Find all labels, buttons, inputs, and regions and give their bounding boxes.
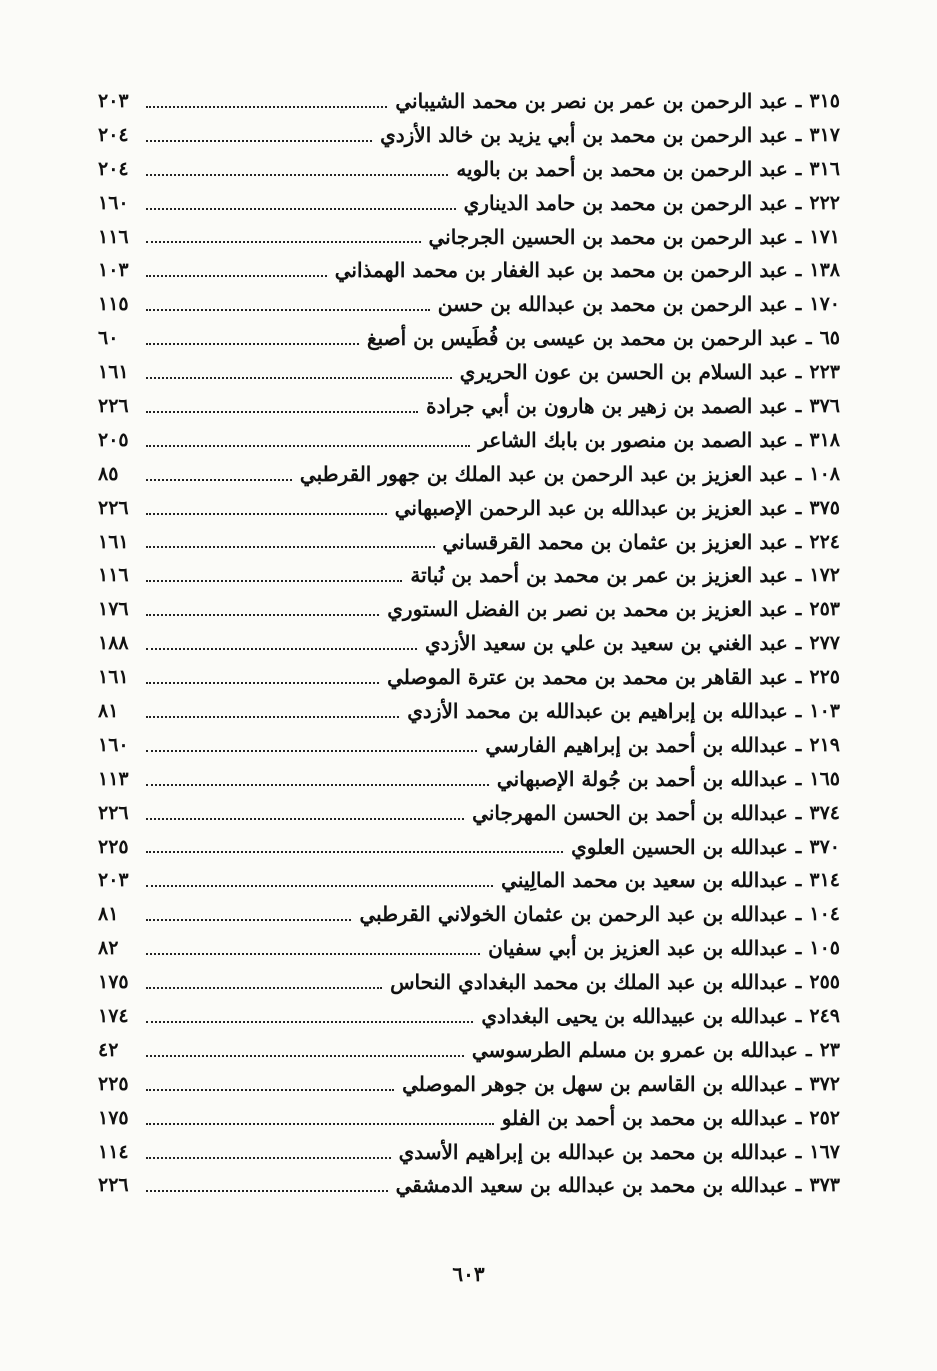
entry-number: ٢٥٥ [809,971,840,994]
entry-name: عبدالله بن عبيدالله بن يحيى البغدادي [481,1003,788,1028]
dotted-leader [146,1156,391,1159]
dotted-leader [146,376,452,379]
entry-separator: ـ [795,699,802,722]
dotted-leader [146,139,372,142]
entry-name: عبد السلام بن الحسن بن عون الحريري [459,360,788,385]
dotted-leader [146,207,456,210]
entry-page-number: ١٦١ [98,666,129,689]
dotted-leader [146,986,382,989]
entry-number: ٣١٦ [809,157,840,180]
entry-number: ٢٢٢ [809,191,840,214]
entry-name: عبد القاهر بن محمد بن محمد بن عترة الموصلي [387,665,788,690]
entry-name: عبد العزيز بن عثمان بن محمد القرقساني [442,529,788,554]
entry-separator: ـ [795,225,802,248]
entry-separator: ـ [795,598,802,621]
entry-page-number: ١١٥ [98,293,129,316]
entry-name: عبد الرحمن بن محمد بن عيسى بن فُطَيس بن أصبغ [366,326,798,351]
dotted-leader [146,1054,464,1057]
entry-page-number: ١٧٥ [98,971,129,994]
entry-number: ٢١٩ [809,733,840,756]
dotted-leader [146,1122,494,1125]
entry-separator: ـ [795,937,802,960]
entry-number: ٣١٥ [809,89,840,112]
entry-separator: ـ [795,1174,802,1197]
dotted-leader [146,613,379,616]
index-entry [98,287,840,321]
entry-name: عبد العزيز بن محمد بن نصر بن الفضل الستوري [387,597,788,622]
index-entries-list [98,84,840,1202]
entry-number: ٣٧٤ [809,801,840,824]
entry-name: عبدالله بن محمد بن عبدالله بن سعيد الدمشقي [395,1173,788,1198]
entry-name: عبدالله بن محمد بن عبدالله بن إبراهيم الأسدي [398,1139,788,1164]
entry-page-number: ٢٠٣ [98,869,129,892]
entry-name: عبد الرحمن بن محمد بن أحمد بن بالويه [456,156,788,181]
dotted-leader [146,545,435,548]
index-entry [98,931,840,965]
index-entry [98,525,840,559]
entry-name: عبد الرحمن بن محمد بن حامد الديناري [463,190,788,215]
index-entry [98,1135,840,1169]
entry-separator: ـ [795,89,802,112]
entry-separator: ـ [795,971,802,994]
entry-number: ٣٧٠ [809,835,840,858]
dotted-leader [146,918,351,921]
entry-number: ٢٥٢ [809,1106,840,1129]
page-number: ٦٠٣ [452,1262,485,1286]
entry-number: ٢٧٧ [809,632,840,655]
entry-number: ١٧١ [809,225,840,248]
entry-separator: ـ [795,462,802,485]
entry-page-number: ٢٠٣ [98,89,129,112]
entry-separator: ـ [795,1072,802,1095]
entry-page-number: ١١٦ [98,564,129,587]
entry-number: ٢٣ [819,1038,840,1061]
dotted-leader [146,681,379,684]
entry-number: ١٠٤ [809,903,840,926]
entry-name: عبدالله بن أحمد بن الحسن المهرجاني [472,800,788,825]
entry-page-number: ٢٢٦ [98,394,129,417]
index-entry [98,558,840,592]
dotted-leader [146,478,292,481]
dotted-leader [146,884,493,887]
index-entry [98,1067,840,1101]
entry-separator: ـ [795,428,802,451]
index-entry [98,423,840,457]
dotted-leader [146,1020,473,1023]
index-entry [98,152,840,186]
entry-page-number: ١٧٤ [98,1004,129,1027]
entry-page-number: ١١٣ [98,767,129,790]
entry-separator: ـ [795,191,802,214]
index-entry [98,1033,840,1067]
entry-name: عبدالله بن عمرو بن مسلم الطرسوسي [471,1037,798,1062]
entry-number: ١٠٨ [809,462,840,485]
entry-name: عبدالله بن القاسم بن سهل بن جوهر الموصلي [402,1071,788,1096]
entry-number: ٣١٨ [809,428,840,451]
entry-name: عبد الرحمن بن محمد بن الحسين الجرجاني [428,224,788,249]
index-entry [98,84,840,118]
entry-page-number: ٢٠٤ [98,157,129,180]
entry-page-number: ١٧٦ [98,598,129,621]
entry-separator: ـ [795,259,802,282]
entry-page-number: ١١٤ [98,1140,129,1163]
entry-name: عبدالله بن عبد العزيز بن أبي سفيان [488,936,788,961]
entry-number: ٣٧٣ [809,1174,840,1197]
dotted-leader [146,647,417,650]
index-entry [98,491,840,525]
index-entry [98,999,840,1033]
entry-page-number: ٢٠٤ [98,123,129,146]
dotted-leader [146,240,421,243]
entry-separator: ـ [795,666,802,689]
entry-name: عبدالله بن الحسين العلوي [571,834,788,859]
index-entry [98,220,840,254]
entry-separator: ـ [795,123,802,146]
entry-number: ٦٥ [819,327,840,350]
entry-separator: ـ [795,869,802,892]
entry-name: عبد الرحمن بن عمر بن نصر بن محمد الشيباني [395,88,788,113]
entry-name: عبد الصمد بن منصور بن بابك الشاعر [478,427,788,452]
dotted-leader [146,512,387,515]
entry-separator: ـ [795,496,802,519]
entry-number: ١٣٨ [809,259,840,282]
entry-separator: ـ [795,1004,802,1027]
entry-separator: ـ [795,903,802,926]
index-entry [98,762,840,796]
index-entry [98,626,840,660]
entry-page-number: ٢٢٦ [98,496,129,519]
entry-page-number: ١٦٠ [98,191,129,214]
entry-separator: ـ [795,564,802,587]
entry-separator: ـ [795,733,802,756]
entry-separator: ـ [795,394,802,417]
entry-number: ١٠٣ [809,699,840,722]
dotted-leader [146,308,430,311]
entry-page-number: ٢٢٥ [98,835,129,858]
entry-separator: ـ [795,801,802,824]
entry-page-number: ٤٢ [98,1038,119,1061]
entry-number: ٢٢٣ [809,361,840,384]
entry-name: عبدالله بن عبد الملك بن محمد البغدادي النحاس [390,970,788,995]
entry-separator: ـ [795,530,802,553]
entry-page-number: ١٠٣ [98,259,129,282]
dotted-leader [146,173,448,176]
entry-name: عبد العزيز بن عمر بن محمد بن أحمد بن نُباتة [410,563,788,588]
entry-name: عبد الصمد بن زهير بن هارون بن أبي جرادة [426,393,788,418]
index-entry [98,965,840,999]
entry-number: ٢٤٩ [809,1004,840,1027]
entry-page-number: ٢٠٥ [98,428,129,451]
index-entry [98,897,840,931]
entry-separator: ـ [795,361,802,384]
entry-number: ٢٢٥ [809,666,840,689]
index-entry [98,660,840,694]
index-entry [98,355,840,389]
entry-name: عبد الرحمن بن محمد بن أبي يزيد بن خالد الأزدي [380,122,788,147]
entry-page-number: ١٦١ [98,530,129,553]
index-entry [98,1101,840,1135]
index-entry [98,321,840,355]
entry-page-number: ١٦٠ [98,733,129,756]
entry-name: عبدالله بن سعيد بن محمد المالِيني [501,868,788,893]
entry-separator: ـ [795,632,802,655]
entry-separator: ـ [806,327,812,350]
entry-number: ٣٧٦ [809,394,840,417]
dotted-leader [146,817,464,820]
dotted-leader [146,274,327,277]
index-entry [98,186,840,220]
entry-page-number: ٢٢٦ [98,1174,129,1197]
dotted-leader [146,850,563,853]
entry-number: ٣٧٢ [809,1072,840,1095]
dotted-leader [146,342,359,345]
entry-number: ٢٥٣ [809,598,840,621]
dotted-leader [146,105,387,108]
entry-name: عبد العزيز بن عبد الرحمن بن عبد الملك بن جهور القرطبي [299,461,788,486]
entry-page-number: ١١٦ [98,225,129,248]
dotted-leader [146,410,418,413]
entry-separator: ـ [795,157,802,180]
entry-number: ٣١٤ [809,869,840,892]
entry-name: عبدالله بن إبراهيم بن عبدالله بن محمد الأزدي [407,698,788,723]
entry-page-number: ١٨٨ [98,632,129,655]
entry-page-number: ٨٥ [98,462,119,485]
index-entry [98,830,840,864]
entry-page-number: ١٧٥ [98,1106,129,1129]
dotted-leader [146,715,399,718]
dotted-leader [146,952,480,955]
entry-name: عبدالله بن أحمد بن إبراهيم الفارسي [485,732,788,757]
dotted-leader [146,579,402,582]
entry-page-number: ٨١ [98,699,119,722]
entry-name: عبدالله بن أحمد بن جُولة الإصبهاني [496,766,788,791]
dotted-leader [146,1088,394,1091]
index-entry [98,592,840,626]
entry-separator: ـ [795,1140,802,1163]
index-entry [98,728,840,762]
entry-number: ١٧٠ [809,293,840,316]
dotted-leader [146,1189,388,1192]
entry-number: ١٧٢ [809,564,840,587]
entry-number: ١٦٥ [809,767,840,790]
index-entry [98,253,840,287]
dotted-leader [146,783,489,786]
index-entry [98,389,840,423]
entry-separator: ـ [795,767,802,790]
entry-number: ٣١٧ [809,123,840,146]
entry-page-number: ٦٠ [98,327,119,350]
entry-number: ١٦٧ [809,1140,840,1163]
entry-page-number: ١٦١ [98,361,129,384]
entry-separator: ـ [795,1106,802,1129]
entry-name: عبدالله بن محمد بن أحمد بن الفلو [501,1105,788,1130]
entry-name: عبدالله بن عبد الرحمن بن عثمان الخولاني القرطبي [359,902,788,927]
entry-page-number: ٢٢٦ [98,801,129,824]
index-entry [98,457,840,491]
entry-separator: ـ [795,293,802,316]
entry-page-number: ٨١ [98,903,119,926]
dotted-leader [146,749,477,752]
entry-name: عبد العزيز بن عبدالله بن عبد الرحمن الإصبهاني [394,495,788,520]
entry-name: عبد الرحمن بن محمد بن عبد الغفار بن محمد الهمذاني [334,258,788,283]
entry-page-number: ٨٢ [98,937,119,960]
entry-number: ٢٢٤ [809,530,840,553]
index-entry [98,694,840,728]
index-entry [98,863,840,897]
index-entry [98,796,840,830]
index-entry [98,118,840,152]
entry-separator: ـ [795,835,802,858]
index-entry [98,1169,840,1203]
entry-name: عبد الرحمن بن محمد بن عبدالله بن حسن [437,292,788,317]
entry-page-number: ٢٢٥ [98,1072,129,1095]
entry-number: ١٠٥ [809,937,840,960]
entry-name: عبد الغني بن سعيد بن علي بن سعيد الأزدي [424,631,788,656]
entry-number: ٣٧٥ [809,496,840,519]
dotted-leader [146,444,470,447]
entry-separator: ـ [806,1038,812,1061]
